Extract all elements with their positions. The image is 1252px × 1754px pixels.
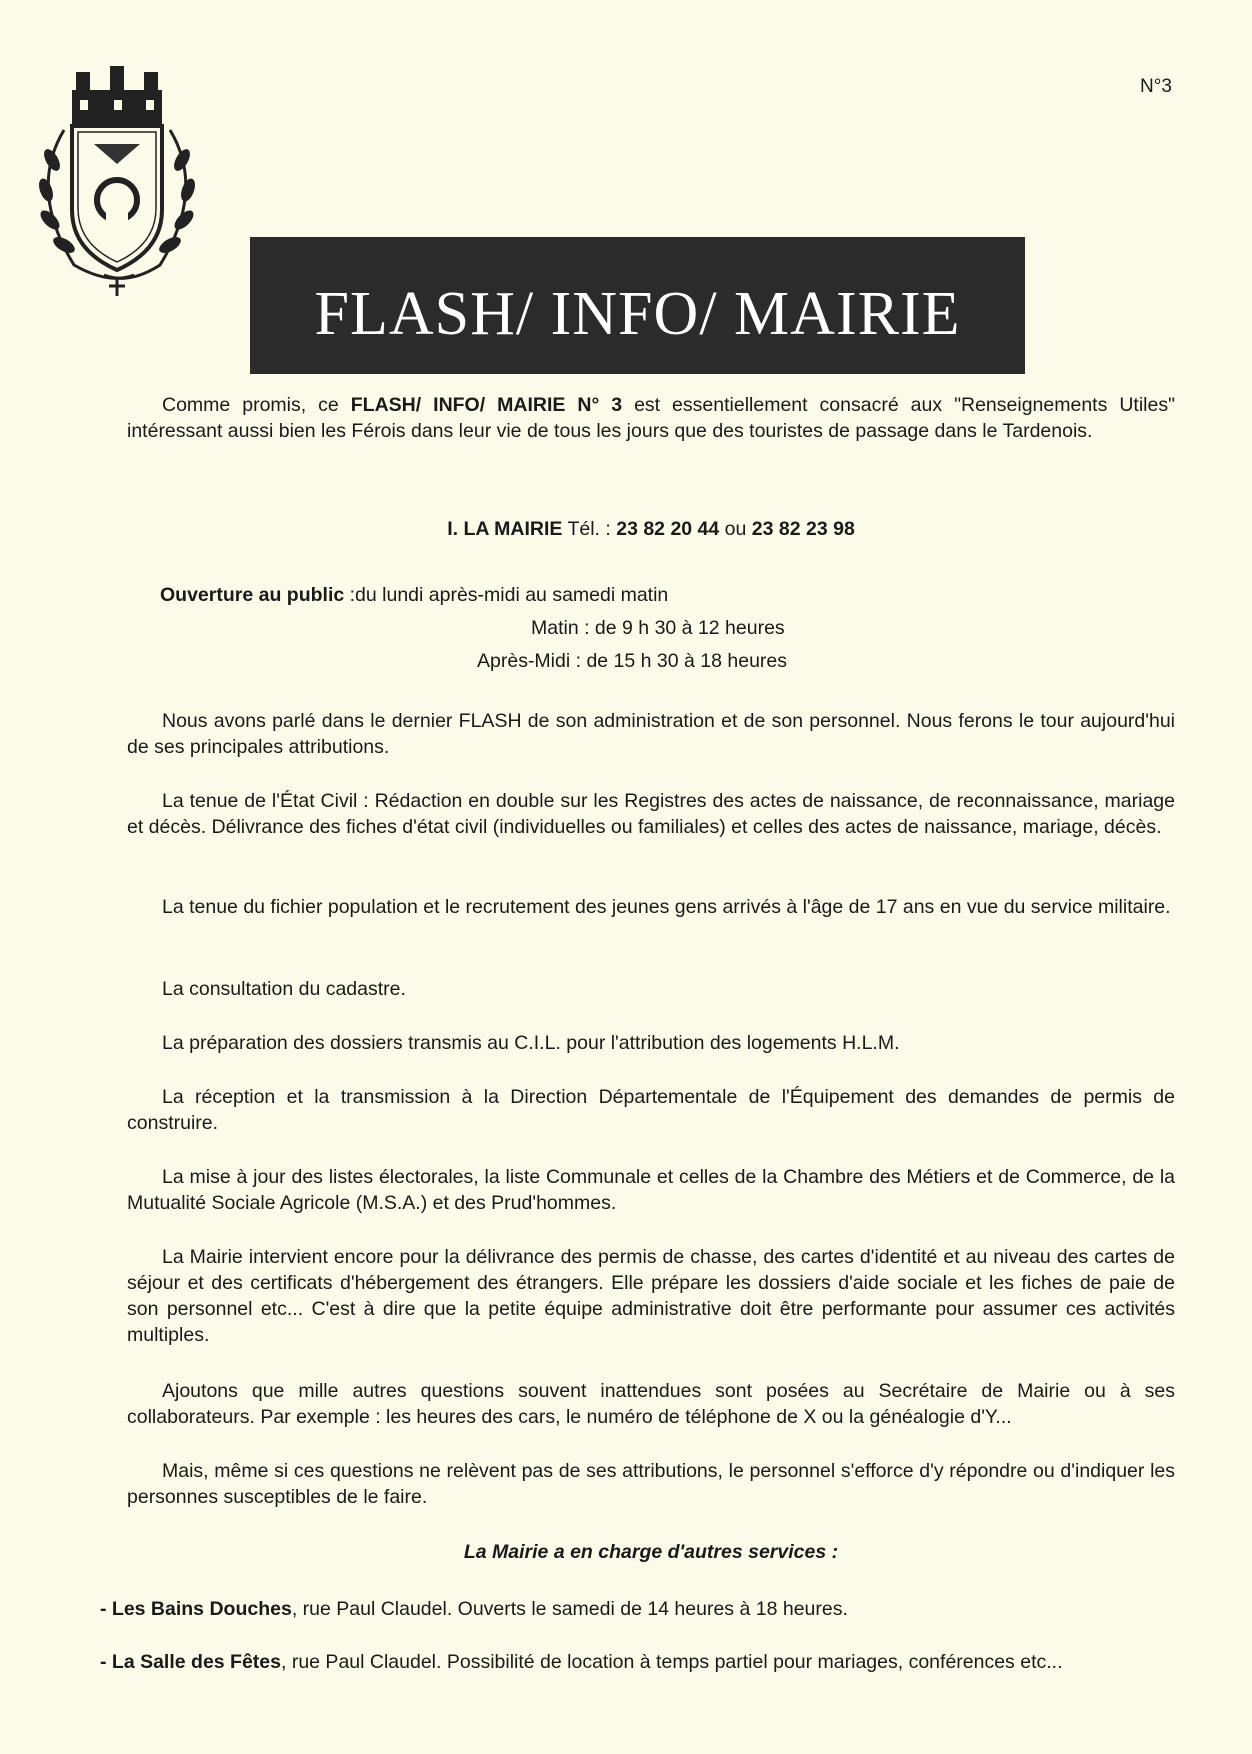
intro-post: est essentiellement consacré aux "Renseignements Utiles" intéressant aussi bien les Férois dans leur vie de tous les jours que des touristes de passage dans le Tardenois. (127, 394, 1175, 442)
phone-number-2: 23 82 23 98 (751, 518, 855, 540)
opening-text: :du lundi après-midi au samedi matin (344, 584, 669, 606)
phone-number-1: 23 82 20 44 (616, 518, 720, 540)
intro-bold: FLASH/ INFO/ MAIRIE N° 3 (350, 394, 623, 416)
afternoon-hours: Après-Midi : de 15 h 30 à 18 heures (477, 650, 788, 672)
section-title: I. LA MAIRIE (447, 518, 563, 540)
paragraph: Nous avons parlé dans le dernier FLASH de son administration et de son personnel. Nous ferons le tour aujourd'hui de ses principales attributions. (127, 710, 1175, 758)
paragraph: La consultation du cadastre. (162, 978, 406, 1000)
service-item (100, 1596, 1148, 1622)
morning-hours: Matin : de 9 h 30 à 12 heures (531, 617, 785, 639)
service-desc: , rue Paul Claudel. Ouverts le samedi de 14 heures à 18 heures. (291, 1598, 848, 1620)
title-banner (250, 237, 1025, 374)
paragraph: La mise à jour des listes électorales, la liste Communale et celles de la Chambre des Métiers et de Commerce, de la Mutualité Sociale Agricole (M.S.A.) et des Prud'hommes. (127, 1166, 1175, 1214)
service-name: - Les Bains Douches (100, 1598, 292, 1620)
paragraph: Mais, même si ces questions ne relèvent pas de ses attributions, le personnel s'efforce d'y répondre ou d'indiquer les personnes susceptibles de le faire. (127, 1460, 1175, 1508)
intro-pre: Comme promis, ce (162, 394, 351, 416)
service-desc: , rue Paul Claudel. Possibilité de location à temps partiel pour mariages, conférences etc... (281, 1651, 1063, 1673)
or-label: ou (719, 518, 752, 540)
paragraph: Ajoutons que mille autres questions souvent inattendues sont posées au Secrétaire de Mairie ou à ses collaborateurs. Par exemple : les heures des cars, le numéro de téléphone de X ou la généalogie d'Y... (127, 1380, 1175, 1428)
intro-paragraph (127, 392, 1175, 444)
tel-label: Tél. : (562, 518, 617, 540)
town-crest-icon (14, 60, 214, 300)
service-item (100, 1649, 1148, 1675)
paragraph: La préparation des dossiers transmis au C.I.L. pour l'attribution des logements H.L.M. (162, 1032, 900, 1054)
opening-hours-line (160, 582, 1208, 608)
banner-title: FLASH/ INFO/ MAIRIE (314, 280, 961, 348)
paragraph: La réception et la transmission à la Direction Départementale de l'Équipement des demandes de permis de construire. (127, 1086, 1175, 1134)
section-heading (127, 516, 1175, 542)
service-name: - La Salle des Fêtes (100, 1651, 281, 1673)
issue-number: N°3 (1140, 76, 1172, 97)
paragraph: La Mairie intervient encore pour la délivrance des permis de chasse, des cartes d'identité et au niveau des cartes de séjour et des certificats d'hébergement des étrangers. Elle prépare les dossiers d'aide sociale et les fiches de paie de son personnel etc... C'est à dire que la petite équipe administrative doit être performante pour assumer ces activités multiples. (127, 1246, 1175, 1346)
opening-label: Ouverture au public (160, 584, 345, 606)
services-heading: La Mairie a en charge d'autres services : (463, 1541, 839, 1563)
paragraph: La tenue du fichier population et le recrutement des jeunes gens arrivés à l'âge de 17 ans en vue du service militaire. (162, 896, 1171, 918)
paragraph: La tenue de l'État Civil : Rédaction en double sur les Registres des actes de naissance, de reconnaissance, mariage et décès. Délivrance des fiches d'état civil (individuelles ou familiales) et celles des actes de naissance, mariage, décès. (127, 790, 1175, 838)
